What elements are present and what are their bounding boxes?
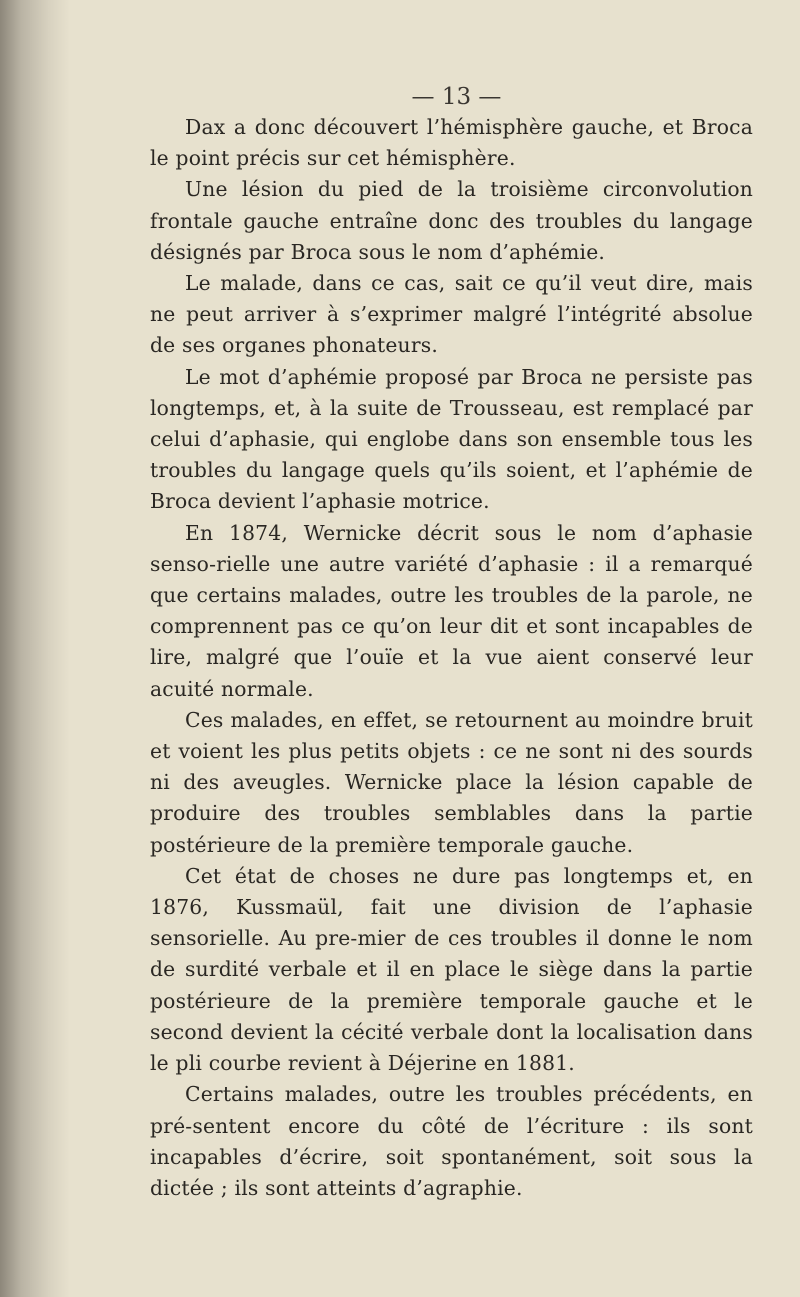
page-number: — 13 — <box>411 84 502 110</box>
paragraph-7: Cet état de choses ne dure pas longtemps et, en 1876, Kussmaül, fait une division de l’aphasie sensorielle. Au pre-mier de ces troubles il donne le nom de surdité verbale et il en place le siège dans la partie postérieure de la première temporale gauche et le second devient la cécité verbale dont la localisation dans le pli courbe revient à Déjerine en 1881. <box>150 863 753 1076</box>
paragraph-5: En 1874, Wernicke décrit sous le nom d’aphasie senso-rielle une autre variété d’aphasie : il a remarqué que certains malades, outre les troubles de la parole, ne comprennent pas ce qu’on leur dit et sont incapables de lire, malgré que l’ouïe et la vue aient conservé leur acuité normale. <box>150 520 753 701</box>
paragraph-8: Certains malades, outre les troubles précédents, en pré-sentent encore du côté de l’écriture : ils sont incapables d’écrire, soit spontanément, soit sous la dictée ; ils sont atteints d’agraphie. <box>150 1082 753 1200</box>
paragraph-4: Le mot d’aphémie proposé par Broca ne persiste pas longtemps, et, à la suite de Trousseau, est remplacé par celui d’aphasie, qui englobe dans son ensemble tous les troubles du langage quels qu’ils soient, et l’aphémie de Broca devient l’aphasie motrice. <box>150 364 753 514</box>
page-binding-shadow <box>0 0 70 1297</box>
paragraph-3: Le malade, dans ce cas, sait ce qu’il veut dire, mais ne peut arriver à s’exprimer malgré l’intégrité absolue de ses organes phonateurs. <box>150 271 753 358</box>
paragraph-6: Ces malades, en effet, se retournent au moindre bruit et voient les plus petits objets : ce ne sont ni des sourds ni des aveugles. Wernicke place la lésion capable de produire des troubles semblables dans la partie postérieure de la première temporale gauche. <box>150 707 753 857</box>
paragraph-2: Une lésion du pied de la troisième circonvolution frontale gauche entraîne donc des troubles du langage désignés par Broca sous le nom d’aphémie. <box>150 177 753 264</box>
paragraph-1: Dax a donc découvert l’hémisphère gauche, et Broca le point précis sur cet hémisphère. <box>150 115 753 171</box>
page-text-block <box>150 82 753 1204</box>
